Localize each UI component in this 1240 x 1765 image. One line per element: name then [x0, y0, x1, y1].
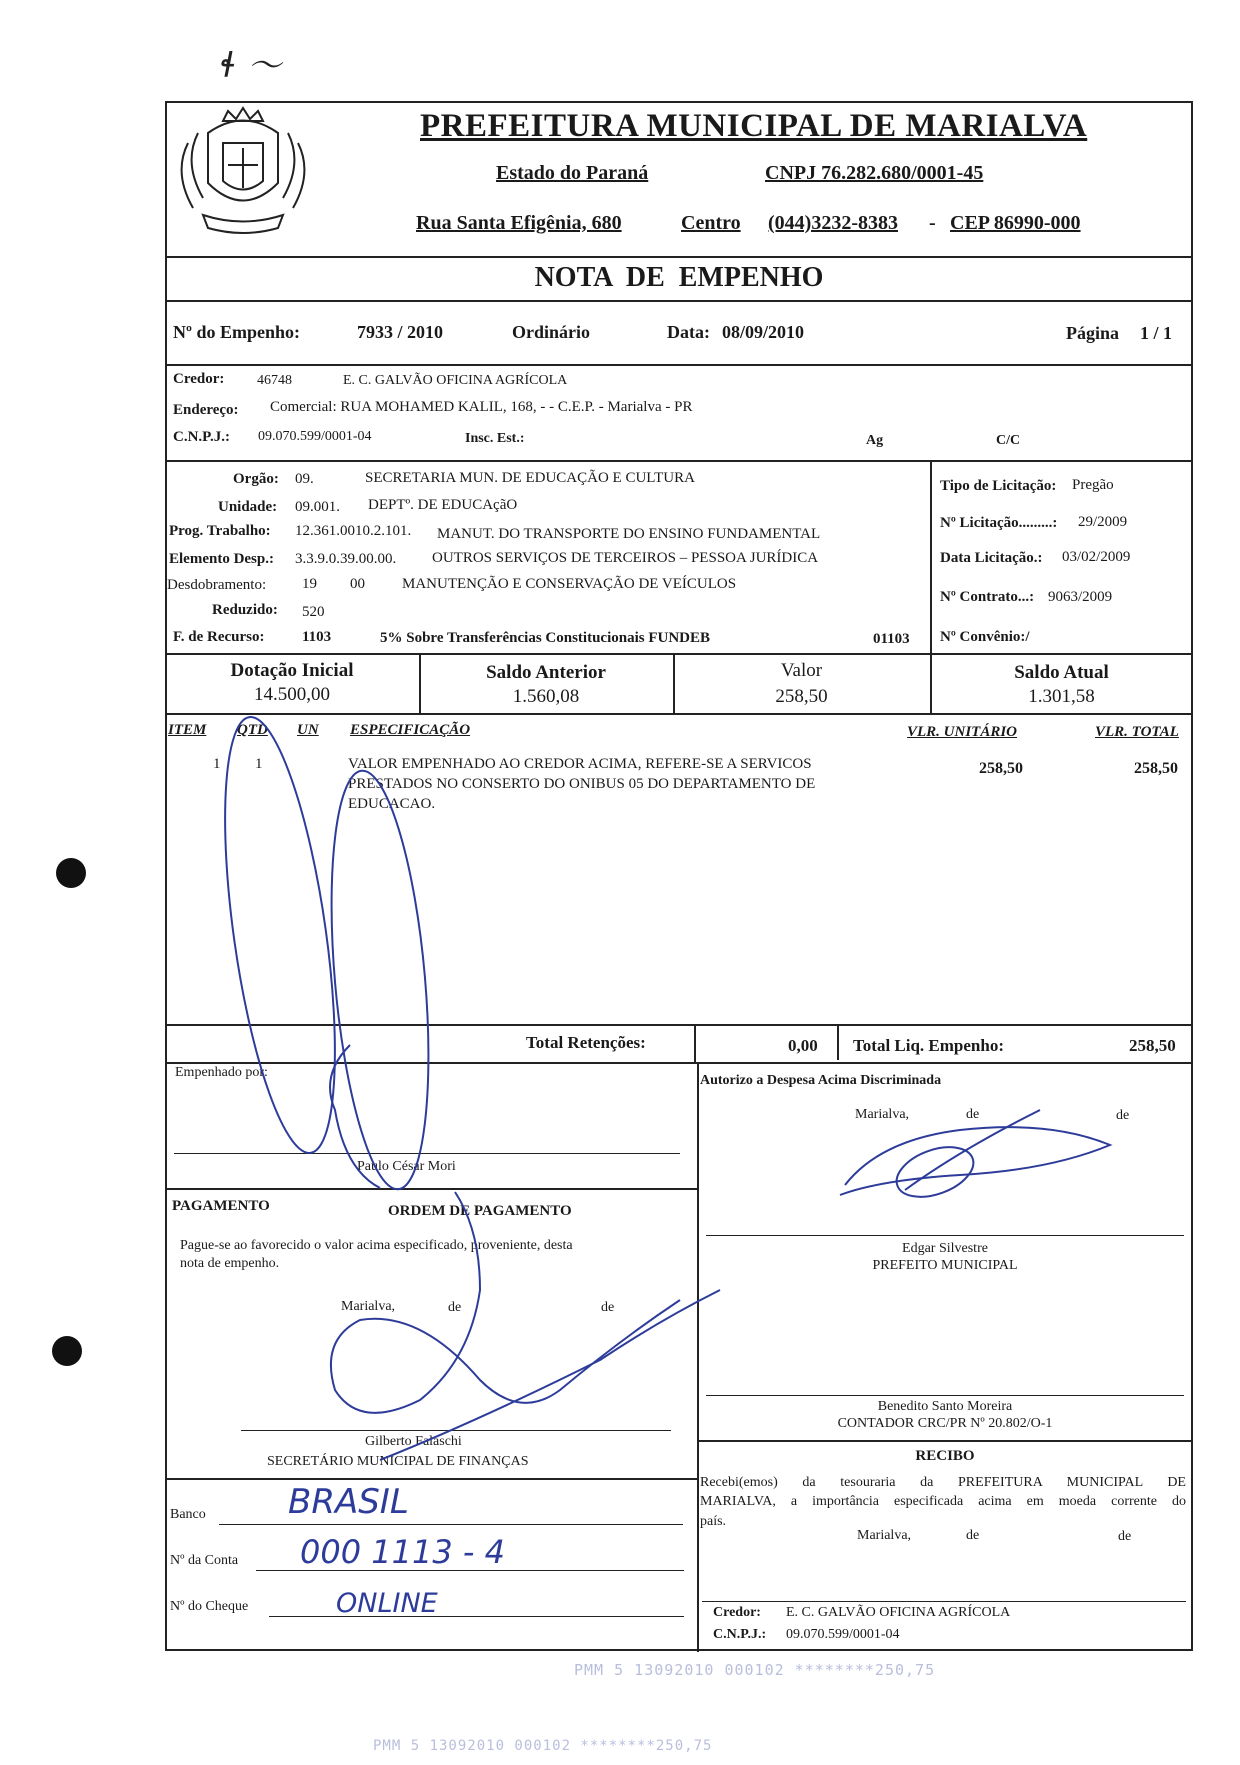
prefeitura-title: PREFEITURA MUNICIPAL DE MARIALVA — [420, 108, 1088, 144]
item-unit-value: 258,50 — [979, 760, 1023, 777]
total-retencoes-label: Total Retenções: — [526, 1033, 646, 1052]
pagamento-de-1: de — [448, 1300, 462, 1315]
desdobramento-name: MANUTENÇÃO E CONSERVAÇÃO DE VEÍCULOS — [402, 576, 737, 592]
signature-line — [706, 1395, 1184, 1396]
prog-trabalho-code: 12.361.0010.2.101. — [295, 523, 412, 539]
orgao-label: Orgão: — [233, 471, 279, 487]
conta-value: 000 1113 - 4 — [300, 1533, 505, 1571]
recibo-text-3: país. — [700, 1514, 727, 1529]
page-number: 1 / 1 — [1140, 323, 1173, 343]
signature-line — [706, 1235, 1184, 1236]
coat-of-arms-logo — [168, 103, 318, 243]
dotacao-value: 14.500,00 — [254, 684, 330, 705]
recibo-de-1: de — [966, 1528, 980, 1543]
header-cep: CEP 86990-000 — [950, 212, 1081, 234]
credor-cnpj-label: C.N.P.J.: — [173, 429, 230, 445]
header-phone: (044)3232-8383 — [768, 212, 898, 234]
unidade-code: 09.001. — [295, 499, 340, 515]
item-description-line-2: PRESTADOS NO CONSERTO DO ONIBUS 05 DO DEPARTAMENTO DE — [348, 776, 816, 792]
rule — [165, 1024, 1193, 1026]
rule — [165, 653, 1193, 655]
empenhado-por-label: Empenhado por: — [175, 1065, 268, 1080]
header-cnpj: CNPJ 76.282.680/0001-45 — [765, 162, 984, 184]
credor-code: 46748 — [257, 373, 292, 388]
unidade-label: Unidade: — [218, 499, 278, 515]
rule — [165, 1062, 1193, 1064]
empenho-date: 08/09/2010 — [722, 322, 805, 342]
total-liquido-value: 258,50 — [1129, 1036, 1176, 1055]
recibo-label: RECIBO — [915, 1448, 975, 1464]
header-street: Rua Santa Efigênia, 680 — [416, 212, 622, 234]
dotacao-label: Dotação Inicial — [230, 660, 354, 681]
punch-hole-bottom — [52, 1336, 82, 1366]
recibo-city: Marialva, — [857, 1528, 912, 1543]
especificacao-col-header: ESPECIFICAÇÃO — [350, 722, 471, 738]
recurso-name: 5% Sobre Transferências Constitucionais FUNDEB — [380, 630, 711, 646]
qtd-col-header: QTD — [237, 722, 268, 738]
pagamento-text-1: Pague-se ao favorecido o valor acima especificado, proveniente, desta — [180, 1238, 573, 1253]
conta-label: Nº da Conta — [170, 1553, 239, 1568]
desdobramento-code-1: 19 — [302, 576, 317, 592]
empenho-number: 7933 / 2010 — [357, 322, 444, 342]
page-label: Página — [1066, 323, 1120, 343]
divider — [694, 1024, 696, 1064]
empenho-type: Ordinário — [512, 322, 591, 342]
cheque-label: Nº do Cheque — [170, 1599, 249, 1614]
tipo-licitacao-label: Tipo de Licitação: — [940, 478, 1057, 494]
state-name: Estado do Paraná — [496, 162, 649, 184]
convenio-label: Nº Convênio:/ — [940, 629, 1030, 645]
reduzido-value: 520 — [302, 604, 325, 620]
valor-label: Valor — [780, 660, 823, 681]
bank-stamp-2: PMM 5 13092010 000102 ********250,75 — [373, 1738, 713, 1754]
empenho-number-label: Nº do Empenho: — [173, 322, 300, 342]
licitacao-date: 03/02/2009 — [1062, 549, 1131, 565]
recurso-code: 1103 — [302, 629, 332, 645]
recibo-cnpj-label: C.N.P.J.: — [713, 1627, 767, 1642]
licitacao-date-label: Data Licitação.: — [940, 550, 1043, 566]
rule — [165, 300, 1193, 302]
header-district: Centro — [681, 212, 741, 234]
empenhado-por-name: Paulo César Mori — [357, 1159, 456, 1174]
autorizo-label: Autorizo a Despesa Acima Discriminada — [700, 1073, 942, 1088]
banco-value: BRASIL — [288, 1482, 409, 1522]
header-separator: - — [929, 212, 936, 234]
bank-stamp-1: PMM 5 13092010 000102 ********250,75 — [574, 1661, 936, 1679]
agency-label: Ag — [866, 433, 884, 448]
vlr-unitario-col-header: VLR. UNITÁRIO — [907, 724, 1018, 740]
licitacao-number: 29/2009 — [1078, 514, 1128, 530]
rule — [165, 713, 1193, 715]
saldo-atual-value: 1.301,58 — [1028, 686, 1095, 707]
orgao-name: SECRETARIA MUN. DE EDUCAÇÃO E CULTURA — [365, 470, 695, 486]
orgao-code: 09. — [295, 471, 314, 487]
top-pen-mark: ɬ ～ — [220, 46, 282, 86]
item-description-line-1: VALOR EMPENHADO AO CREDOR ACIMA, REFERE-SE A SERVICOS — [348, 756, 812, 772]
desdobramento-code-2: 00 — [350, 576, 365, 592]
ordem-pagamento-label: ORDEM DE PAGAMENTO — [388, 1203, 572, 1219]
item-number: 1 — [213, 756, 221, 772]
rule — [165, 1188, 698, 1190]
pagamento-text-2: nota de empenho. — [180, 1256, 280, 1271]
credor-address: Comercial: RUA MOHAMED KALIL, 168, - - C.E.P. - Marialva - PR — [270, 399, 693, 415]
desdobramento-label: Desdobramento: — [167, 577, 267, 593]
recibo-de-2: de — [1118, 1529, 1132, 1544]
banco-label: Banco — [170, 1507, 206, 1522]
signature-line — [702, 1601, 1186, 1602]
address-label: Endereço: — [173, 402, 239, 418]
contrato-label: Nº Contrato...: — [940, 589, 1035, 605]
vlr-total-col-header: VLR. TOTAL — [1095, 724, 1179, 740]
autorizo-city: Marialva, — [855, 1107, 910, 1122]
prefeito-role: PREFEITO MUNICIPAL — [872, 1258, 1018, 1273]
field-line — [269, 1616, 684, 1617]
prog-trabalho-label: Prog. Trabalho: — [169, 523, 271, 539]
contrato-number: 9063/2009 — [1048, 589, 1113, 605]
credor-cnpj: 09.070.599/0001-04 — [258, 429, 372, 444]
item-total-value: 258,50 — [1134, 760, 1178, 777]
secretario-name: Gilberto Falaschi — [365, 1434, 462, 1449]
signature-line — [174, 1153, 680, 1154]
saldo-anterior-value: 1.560,08 — [512, 686, 580, 707]
recibo-text-1: Recebi(emos) da tesouraria da PREFEITURA MUNICIPAL DE — [700, 1475, 1186, 1490]
recibo-credor-name: E. C. GALVÃO OFICINA AGRÍCOLA — [786, 1605, 1011, 1620]
credor-name: E. C. GALVÃO OFICINA AGRÍCOLA — [343, 373, 568, 388]
rule — [165, 256, 1193, 258]
total-liquido-label: Total Liq. Empenho: — [853, 1036, 1004, 1055]
credor-label: Credor: — [173, 371, 225, 387]
elemento-name: OUTROS SERVIÇOS DE TERCEIROS – PESSOA JURÍDICA — [432, 550, 819, 566]
recurso-code-2: 01103 — [873, 631, 910, 647]
account-label: C/C — [996, 433, 1021, 448]
licitacao-number-label: Nº Licitação.........: — [940, 515, 1058, 531]
recibo-credor-label: Credor: — [713, 1605, 761, 1620]
elemento-label: Elemento Desp.: — [169, 551, 274, 567]
cheque-value: ONLINE — [336, 1588, 438, 1619]
date-label: Data: — [667, 322, 710, 342]
valor-value: 258,50 — [775, 686, 828, 707]
prefeito-name: Edgar Silvestre — [902, 1241, 988, 1256]
pagamento-de-2: de — [601, 1300, 615, 1315]
tipo-licitacao-value: Pregão — [1072, 477, 1114, 493]
contador-name: Benedito Santo Moreira — [877, 1399, 1013, 1414]
divider — [837, 1024, 839, 1060]
prog-trabalho-name: MANUT. DO TRANSPORTE DO ENSINO FUNDAMENTAL — [437, 526, 821, 542]
saldo-anterior-label: Saldo Anterior — [486, 662, 606, 683]
item-description-line-3: EDUCACAO. — [348, 796, 436, 812]
divider — [697, 1062, 699, 1652]
unidade-name: DEPTº. DE EDUCAçãO — [368, 497, 518, 513]
elemento-code: 3.3.9.0.39.00.00. — [295, 551, 397, 567]
rule — [165, 460, 1193, 462]
contador-role: CONTADOR CRC/PR Nº 20.802/O-1 — [837, 1416, 1053, 1431]
recibo-cnpj: 09.070.599/0001-04 — [786, 1627, 900, 1642]
divider — [930, 460, 932, 653]
autorizo-de-1: de — [966, 1107, 980, 1122]
punch-hole-top — [56, 858, 86, 888]
nota-de-empenho-title: NOTA DE EMPENHO — [534, 262, 824, 293]
un-col-header: UN — [297, 722, 319, 738]
pagamento-label: PAGAMENTO — [172, 1198, 270, 1214]
field-line — [219, 1524, 683, 1525]
reduzido-label: Reduzido: — [212, 602, 278, 618]
insc-est-label: Insc. Est.: — [465, 431, 525, 446]
item-qty: 1 — [255, 756, 263, 772]
item-col-header: ITEM — [168, 722, 207, 738]
recibo-text-2: MARIALVA, a importância especificada acima em moeda corrente do — [700, 1494, 1186, 1509]
signature-line — [241, 1430, 671, 1431]
rule — [165, 364, 1193, 366]
autorizo-de-2: de — [1116, 1108, 1130, 1123]
total-retencoes-value: 0,00 — [788, 1036, 818, 1055]
rule — [165, 1478, 698, 1480]
pagamento-city: Marialva, — [341, 1299, 396, 1314]
saldo-atual-label: Saldo Atual — [1014, 662, 1109, 683]
recurso-label: F. de Recurso: — [173, 629, 265, 645]
secretario-role: SECRETÁRIO MUNICIPAL DE FINANÇAS — [267, 1454, 529, 1469]
rule — [697, 1440, 1193, 1442]
